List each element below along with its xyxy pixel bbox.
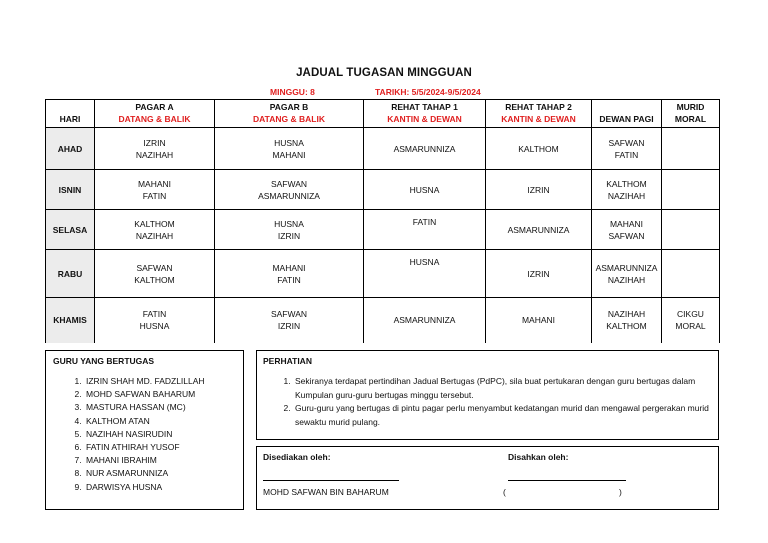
column-header [662, 100, 720, 128]
teacher-name: HUSNA [409, 257, 440, 267]
column-header-subtitle: MORAL [674, 114, 707, 124]
teacher-name: NAZIHAH [607, 309, 646, 320]
column-header [486, 100, 592, 128]
table-row [46, 170, 720, 210]
approved-by-label: Disahkan oleh: [508, 452, 569, 462]
teacher-name: ASMARUNNIZA [507, 224, 570, 235]
teacher-name: MAHANI [272, 262, 306, 273]
duty-cell [486, 250, 592, 298]
teacher-name: ASMARUNNIZA [393, 143, 456, 154]
duty-cell [364, 250, 486, 298]
week-label: MINGGU: 8 [270, 87, 315, 97]
duty-teachers-box [45, 350, 244, 510]
duty-cell [592, 170, 662, 210]
day-cell: RABU [46, 250, 95, 298]
teacher-name: NAZIHAH [135, 230, 174, 241]
list-item: 3. MASTURA HASSAN (MC) [84, 401, 254, 414]
date-label: TARIKH: 5/5/2024-9/5/2024 [375, 87, 481, 97]
table-body [46, 128, 720, 343]
duty-cell [95, 298, 215, 343]
column-header [215, 100, 364, 128]
duty-cell [662, 298, 720, 343]
duty-cell [364, 298, 486, 343]
teacher-name: IZRIN [527, 184, 550, 195]
day-cell: AHAD [46, 128, 95, 170]
teacher-name: MAHANI [272, 149, 306, 160]
duty-cell [364, 210, 486, 250]
approver-paren-close: ) [619, 487, 622, 497]
teacher-name: SAFWAN [270, 178, 308, 189]
teacher-name: HUSNA [274, 137, 304, 148]
duty-cell [662, 128, 720, 170]
column-header-subtitle: KANTIN & DEWAN [501, 114, 576, 124]
duty-cell [486, 170, 592, 210]
teacher-name: MAHANI [137, 178, 172, 189]
teacher-name: FATIN [614, 149, 639, 160]
column-header-title: MURID [676, 102, 705, 112]
duty-cell [486, 298, 592, 343]
notice-heading: PERHATIAN [263, 356, 312, 366]
table-row [46, 210, 720, 250]
teacher-name: IZRIN [143, 137, 166, 148]
teacher-name: CIKGU [677, 309, 704, 320]
duty-table [45, 99, 720, 343]
preparer-name: MOHD SAFWAN BIN BAHARUM [263, 487, 389, 497]
teacher-name: SAFWAN [136, 262, 173, 273]
notice-list [279, 375, 713, 429]
teacher-name: ASMARUNNIZA [258, 190, 320, 201]
duty-teachers-heading: GURU YANG BERTUGAS [53, 356, 155, 366]
day-cell: SELASA [46, 210, 95, 250]
duty-cell [592, 250, 662, 298]
teacher-name: KALTHOM [518, 143, 559, 154]
column-header-subtitle: HARI [59, 114, 81, 124]
duty-cell [592, 298, 662, 343]
approver-paren-open: ( [503, 487, 506, 497]
teacher-name: KALTHOM [134, 274, 175, 285]
duty-cell [592, 128, 662, 170]
duty-cell [215, 298, 364, 343]
teacher-name: SAFWAN [608, 137, 645, 148]
list-item: 2. MOHD SAFWAN BAHARUM [84, 388, 254, 401]
teacher-name: NAZIHAH [135, 149, 174, 160]
duty-cell [95, 250, 215, 298]
table-row [46, 128, 720, 170]
teacher-name: HUSNA [139, 321, 170, 332]
prepared-by-label: Disediakan oleh: [263, 452, 331, 462]
column-header [95, 100, 215, 128]
teacher-name: NAZIHAH [607, 190, 646, 201]
day-cell: KHAMIS [46, 298, 95, 343]
duty-cell [364, 128, 486, 170]
prepared-signature-line [263, 480, 399, 481]
list-item: 6. FATIN ATHIRAH YUSOF [84, 441, 254, 454]
duty-cell [486, 128, 592, 170]
list-item: 4. KALTHOM ATAN [84, 415, 254, 428]
teacher-name: MAHANI [521, 315, 556, 326]
duty-cell [662, 210, 720, 250]
column-header-subtitle: DATANG & BALIK [253, 114, 325, 124]
teacher-name: HUSNA [409, 184, 440, 195]
teacher-name: NAZIHAH [607, 274, 646, 285]
teacher-name: ASMARUNNIZA [393, 315, 456, 326]
list-item: 5. NAZIHAH NASIRUDIN [84, 428, 254, 441]
duty-cell [486, 210, 592, 250]
teacher-name: SAFWAN [608, 230, 645, 241]
duty-cell [215, 128, 364, 170]
teacher-name: HUSNA [274, 218, 304, 229]
list-item: 7. MAHANI IBRAHIM [84, 454, 254, 467]
teacher-name: FATIN [142, 309, 167, 320]
teacher-name: FATIN [142, 190, 167, 201]
duty-cell [662, 250, 720, 298]
teacher-name: FATIN [277, 274, 301, 285]
approved-signature-line [508, 480, 626, 481]
teacher-name: IZRIN [277, 230, 301, 241]
column-header-title: PAGAR B [269, 102, 309, 112]
list-item: 1. Sekiranya terdapat pertindihan Jadual Bertugas (PdPC), sila buat pertukaran dengan guru bertugas dalam Kumpulan guru-guru bertugas minggu tersebut. [293, 375, 713, 402]
column-header [364, 100, 486, 128]
duty-cell [215, 170, 364, 210]
column-header [592, 100, 662, 128]
teacher-name: KALTHOM [606, 321, 647, 332]
teacher-name: FATIN [412, 217, 437, 227]
duty-cell [95, 128, 215, 170]
table-row [46, 250, 720, 298]
teacher-name: IZRIN [277, 321, 301, 332]
notice-box [256, 350, 719, 440]
duty-cell [364, 170, 486, 210]
teacher-name: ASMARUNNIZA [595, 262, 658, 273]
duty-cell [662, 170, 720, 210]
list-item: 1. IZRIN SHAH MD. FADZLILLAH [84, 375, 254, 388]
table-row [46, 298, 720, 343]
teacher-name: MORAL [675, 321, 706, 332]
day-cell: ISNIN [46, 170, 95, 210]
signature-box [256, 446, 719, 510]
column-header-title: DEWAN PAGI [599, 114, 654, 124]
column-header-subtitle: KANTIN & DEWAN [387, 114, 462, 124]
teacher-name: KALTHOM [134, 218, 175, 229]
teacher-name: IZRIN [527, 268, 550, 279]
column-header-title: REHAT TAHAP 2 [505, 102, 572, 112]
table-header-row [46, 100, 720, 128]
duty-cell [592, 210, 662, 250]
column-header-title: REHAT TAHAP 1 [391, 102, 458, 112]
teacher-name: SAFWAN [270, 309, 308, 320]
column-header-subtitle: DATANG & BALIK [118, 114, 191, 124]
duty-cell [215, 250, 364, 298]
page-title: JADUAL TUGASAN MINGGUAN [296, 67, 472, 79]
duty-teachers-list [70, 375, 254, 494]
duty-cell [215, 210, 364, 250]
teacher-name: MAHANI [609, 218, 644, 229]
column-header-title: PAGAR A [135, 102, 174, 112]
list-item: 9. DARWISYA HUSNA [84, 481, 254, 494]
duty-cell [95, 170, 215, 210]
duty-cell [95, 210, 215, 250]
list-item: 2. Guru-guru yang bertugas di pintu pagar perlu menyambut kedatangan murid dan mengawal pergerakan murid sewaktu murid pulang. [293, 402, 713, 429]
teacher-name: KALTHOM [606, 178, 647, 189]
list-item: 8. NUR ASMARUNNIZA [84, 467, 254, 480]
column-header [46, 100, 95, 128]
